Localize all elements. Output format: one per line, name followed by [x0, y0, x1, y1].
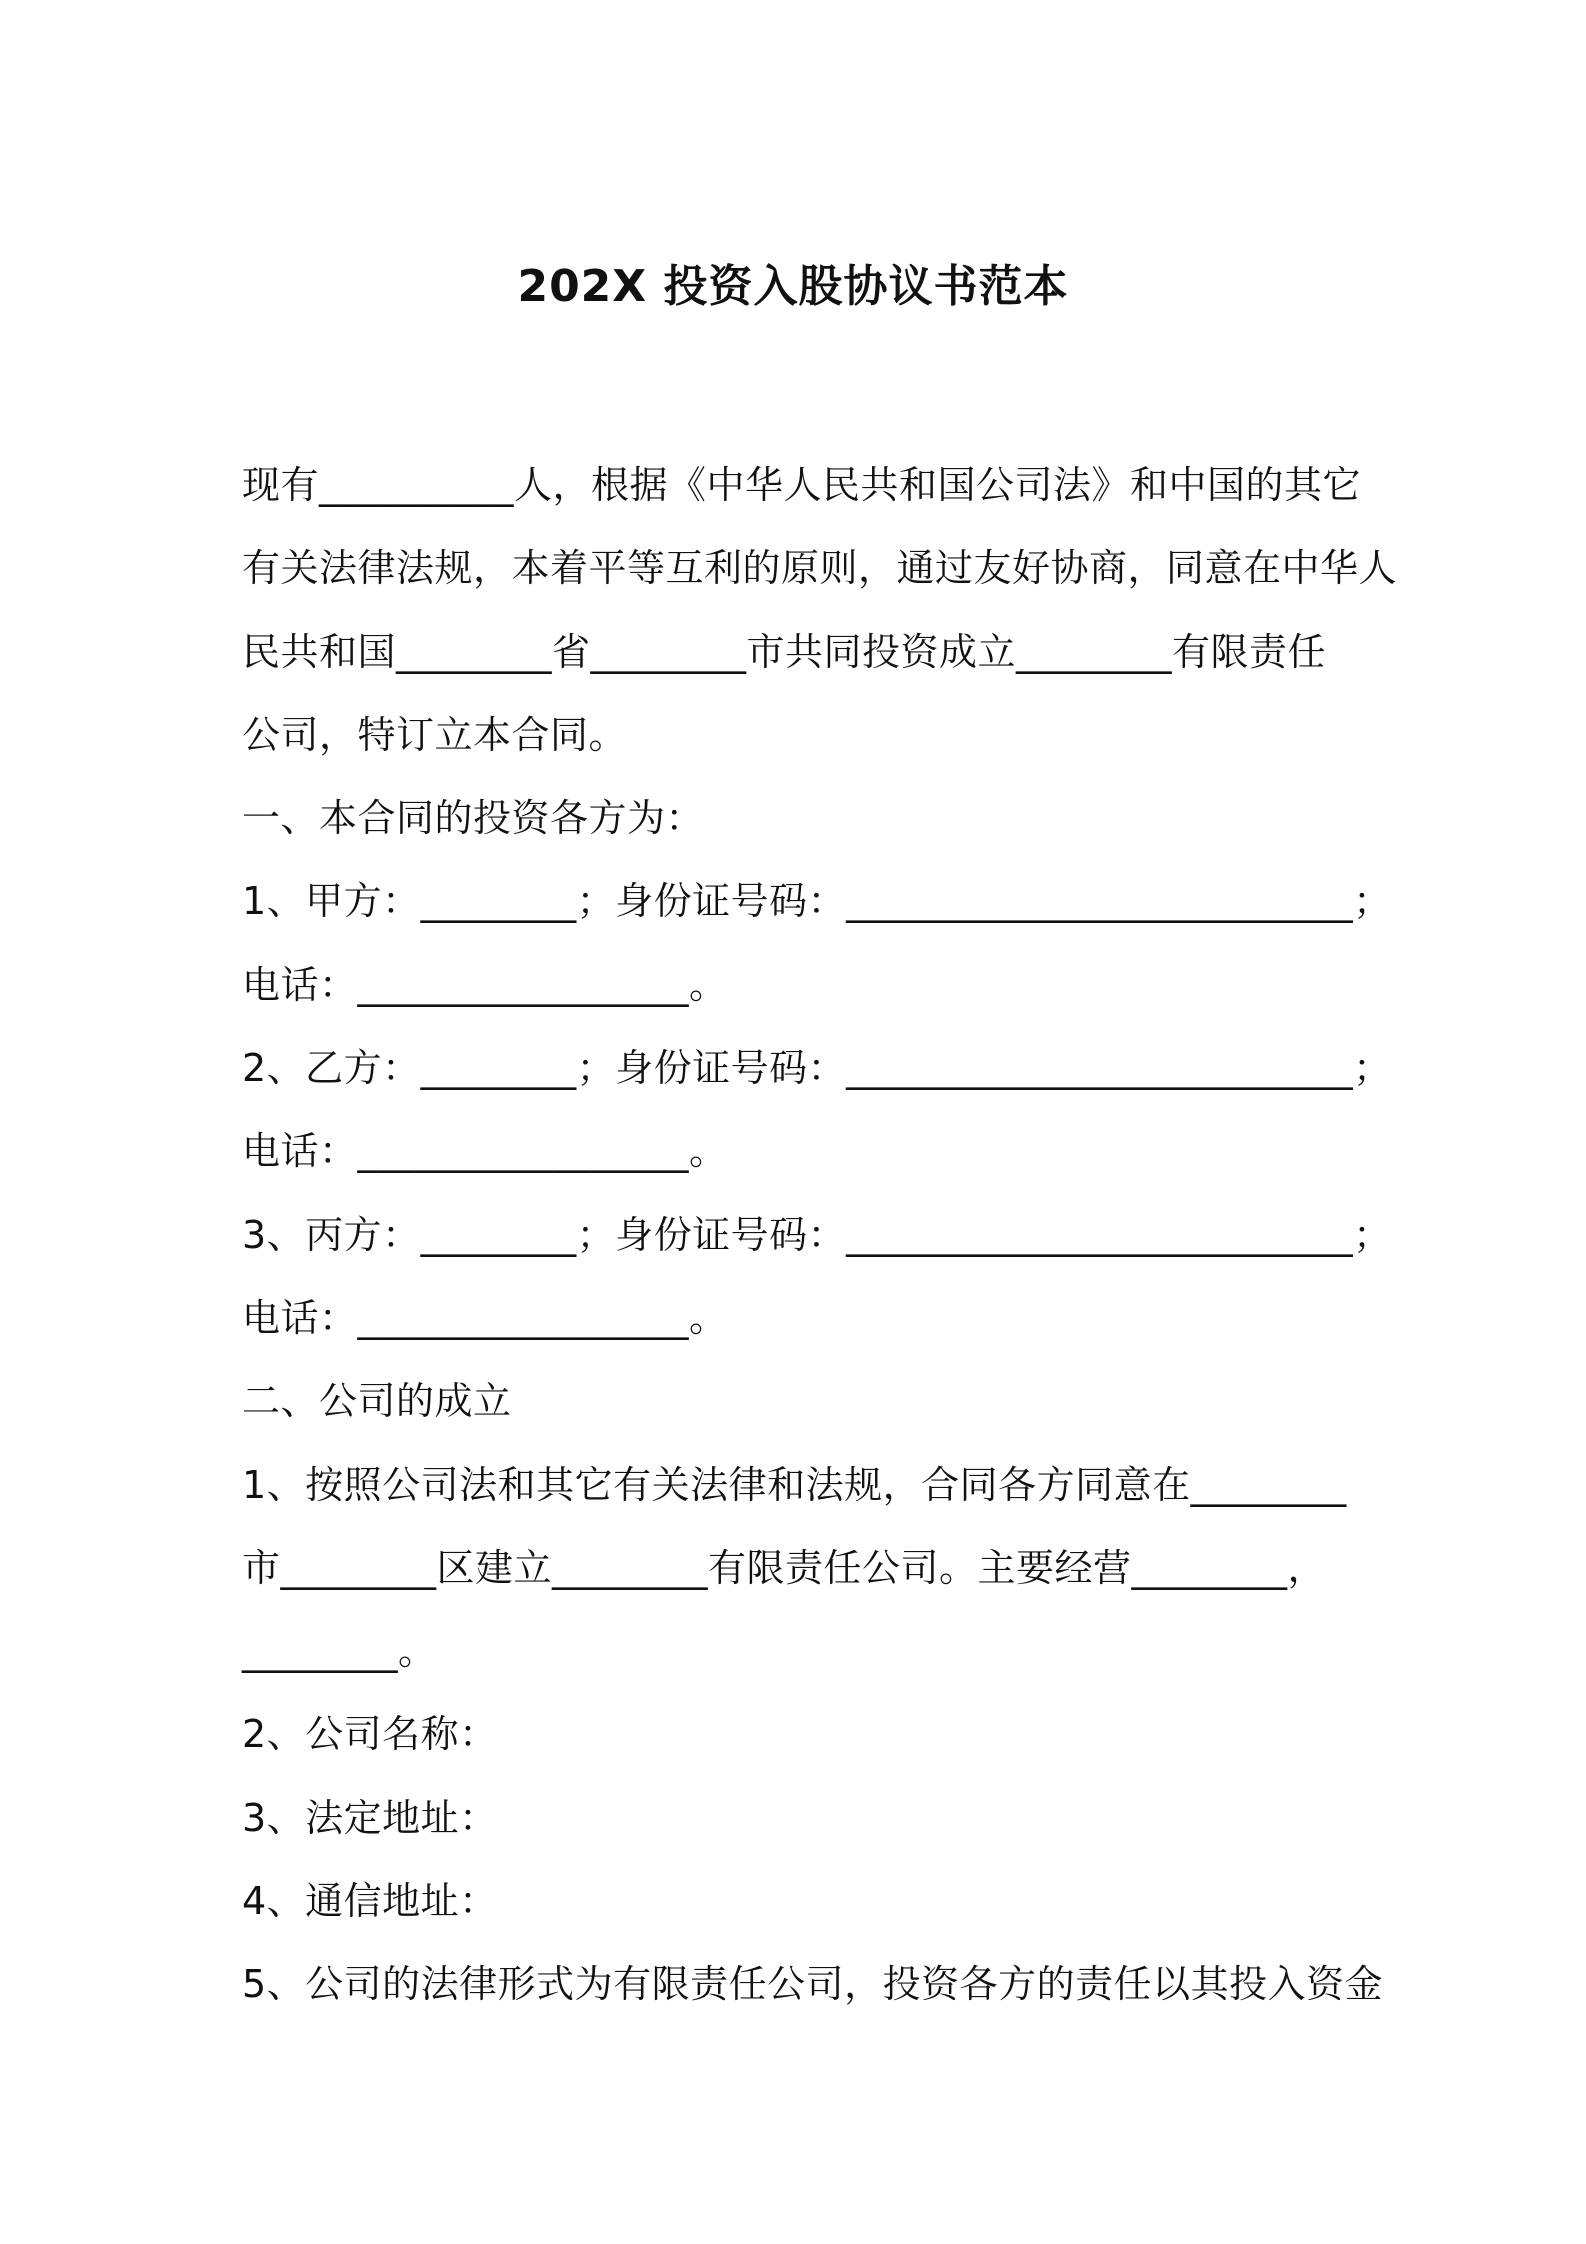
clause-2-company-name: 2、公司名称： [242, 1712, 498, 1757]
clause-1-line-3: ________。 [242, 1629, 437, 1674]
section-heading-establishment: 二、公司的成立 [242, 1379, 512, 1424]
clause-3-legal-address: 3、法定地址： [242, 1795, 498, 1840]
clause-4-mailing-address: 4、通信地址： [242, 1879, 498, 1924]
intro-line-2: 有关法律法规，本着平等互利的原则，通过友好协商，同意在中华人 [242, 546, 1398, 591]
clause-1-line-1: 1、按照公司法和其它有关法律和法规，合同各方同意在________ [242, 1462, 1347, 1507]
intro-line-1: 现有__________人，根据《中华人民共和国公司法》和中国的其它 [242, 463, 1362, 507]
document-title: 202X 投资入股协议书范本 [517, 261, 1069, 312]
section-heading-parties: 一、本合同的投资各方为： [242, 796, 705, 841]
intro-line-3: 民共和国________省________市共同投资成立________有限责任 [242, 629, 1327, 674]
clause-5-legal-form: 5、公司的法律形式为有限责任公司，投资各方的责任以其投入资金 [242, 1962, 1384, 2007]
document-body [242, 444, 1398, 2027]
party-a-phone: 电话：_________________。 [242, 962, 728, 1007]
party-a-line: 1、甲方：________；身份证号码：__________________________； [242, 879, 1392, 924]
intro-line-4: 公司，特订立本合同。 [242, 712, 628, 757]
clause-1-line-2: 市________区建立________有限责任公司。主要经营________， [242, 1545, 1327, 1590]
party-b-line: 2、乙方：________；身份证号码：__________________________； [242, 1046, 1392, 1091]
party-c-line: 3、丙方：________；身份证号码：__________________________； [242, 1212, 1392, 1257]
party-c-phone: 电话：_________________。 [242, 1295, 728, 1340]
party-b-phone: 电话：_________________。 [242, 1129, 728, 1174]
